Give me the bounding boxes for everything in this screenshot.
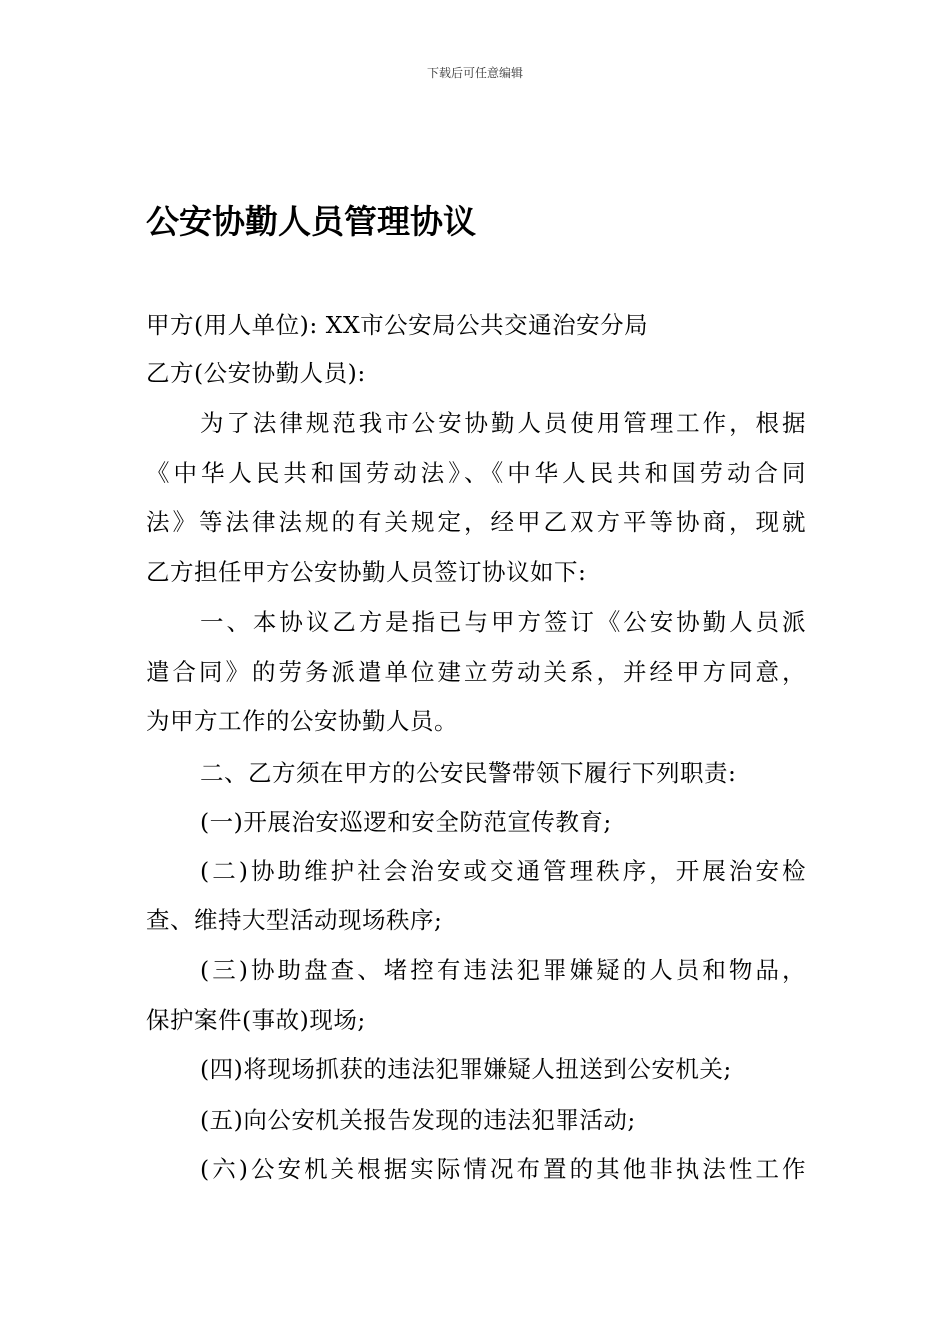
paragraph-line: 一、本协议乙方是指已与甲方签订《公安协勤人员派 xyxy=(200,608,806,636)
paragraph-line: 《中华人民共和国劳动法》、《中华人民共和国劳动合同 xyxy=(146,459,806,487)
list-item-line: 查、维持大型活动现场秩序; xyxy=(146,906,443,934)
list-item-line: (六)公安机关根据实际情况布置的其他非执法性工作 xyxy=(200,1155,806,1183)
paragraph-line: 为甲方工作的公安协勤人员。 xyxy=(146,707,458,735)
paragraph-line: 二、乙方须在甲方的公安民警带领下履行下列职责: xyxy=(200,759,737,787)
list-item-line: (三)协助盘查、堵控有违法犯罪嫌疑的人员和物品， xyxy=(200,956,806,984)
document-title: 公安协勤人员管理协议 xyxy=(146,202,476,241)
list-item-line: 保护案件(事故)现场; xyxy=(146,1006,366,1034)
page-header-note: 下载后可任意编辑 xyxy=(426,66,523,80)
list-item-line: (五)向公安机关报告发现的违法犯罪活动; xyxy=(200,1106,636,1134)
list-item-line: (一)开展治安巡逻和安全防范宣传教育; xyxy=(200,808,612,836)
paragraph-line: 为了法律规范我市公安协勤人员使用管理工作，根据 xyxy=(200,409,806,437)
paragraph-line: 遣合同》的劳务派遣单位建立劳动关系，并经甲方同意， xyxy=(146,658,806,686)
party-a-line: 甲方(用人单位): XX市公安局公共交通治安分局 xyxy=(146,311,649,339)
paragraph-line: 乙方担任甲方公安协勤人员签订协议如下: xyxy=(146,558,587,586)
list-item-line: (四)将现场抓获的违法犯罪嫌疑人扭送到公安机关; xyxy=(200,1055,732,1083)
paragraph-line: 法》等法律法规的有关规定，经甲乙双方平等协商，现就 xyxy=(146,508,806,536)
party-b-line: 乙方(公安协勤人员): xyxy=(146,359,366,387)
list-item-line: (二)协助维护社会治安或交通管理秩序，开展治安检 xyxy=(200,857,806,885)
